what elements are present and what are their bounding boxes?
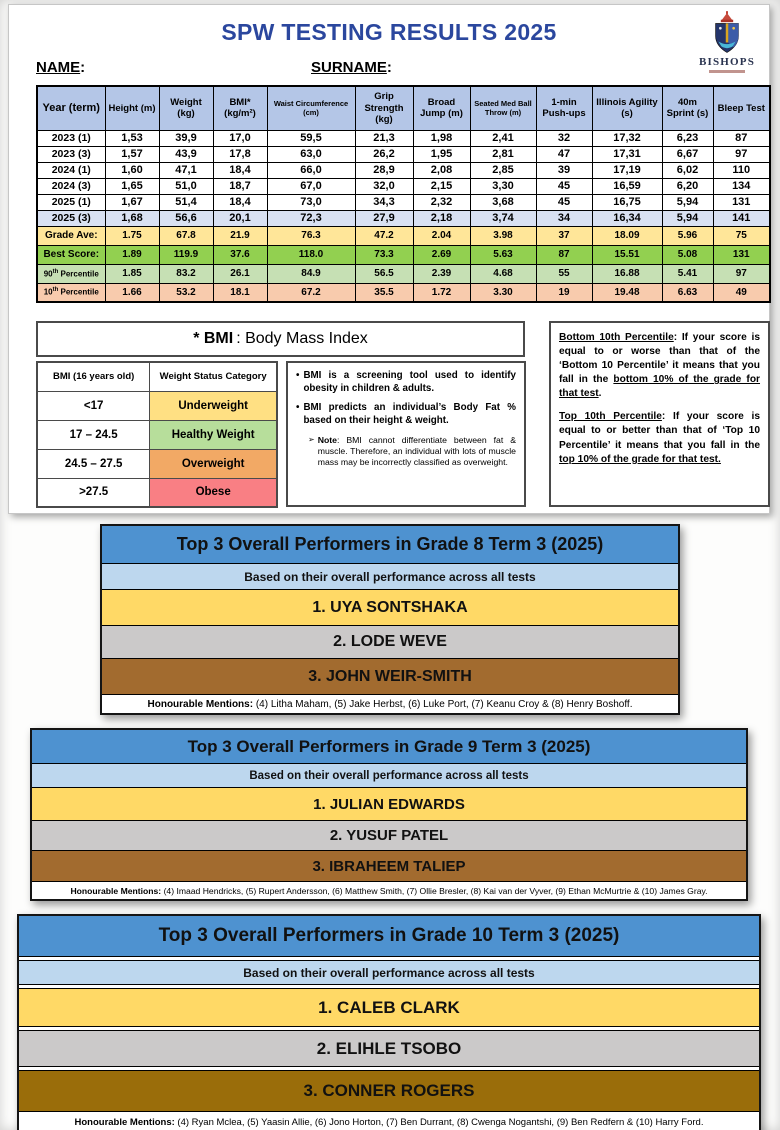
results-row: [37, 162, 770, 178]
second-place-bar: 2. LODE WEVE: [102, 626, 678, 659]
value-cell: 1.75: [105, 226, 159, 245]
results-row: [37, 210, 770, 226]
value-cell: 59,5: [267, 130, 355, 146]
value-cell: 45: [536, 194, 592, 210]
value-cell: 32,0: [355, 178, 413, 194]
value-cell: 43,9: [159, 146, 213, 162]
bmi-bullet-1: • BMI is a screening tool used to identify obesity in children & adults.: [296, 370, 516, 394]
honourable-mentions: [32, 882, 746, 899]
value-cell: 2,18: [413, 210, 470, 226]
results-row: [37, 130, 770, 146]
value-cell: 21,3: [355, 130, 413, 146]
value-cell: 17,8: [213, 146, 267, 162]
value-cell: 131: [713, 245, 770, 264]
percentile-info-box: [549, 321, 770, 507]
grade-subtitle-bar: Based on their overall performance across all tests: [32, 764, 746, 788]
value-cell: 1.72: [413, 283, 470, 302]
value-cell: 35.5: [355, 283, 413, 302]
value-cell: 141: [713, 210, 770, 226]
value-cell: 16.88: [592, 264, 662, 283]
value-cell: 1.89: [105, 245, 159, 264]
value-cell: 3.98: [470, 226, 536, 245]
value-cell: 1,57: [105, 146, 159, 162]
value-cell: 1.66: [105, 283, 159, 302]
note-arrow-icon: ➢: [308, 434, 315, 444]
value-cell: 76.3: [267, 226, 355, 245]
value-cell: 131: [713, 194, 770, 210]
summary-label: Grade Ave:: [37, 226, 105, 245]
honourable-mentions-label: Honourable Mentions:: [147, 698, 254, 710]
second-place-bar: 2. ELIHLE TSOBO: [19, 1030, 759, 1067]
value-cell: 83.2: [159, 264, 213, 283]
column-header: Weight (kg): [159, 86, 213, 130]
honourable-mentions-label: Honourable Mentions:: [70, 885, 162, 896]
column-header: BMI* (kg/m²): [213, 86, 267, 130]
value-cell: 17,31: [592, 146, 662, 162]
value-cell: 39: [536, 162, 592, 178]
value-cell: 4.68: [470, 264, 536, 283]
grade-title-bar: Top 3 Overall Performers in Grade 9 Term 3 (2025): [32, 730, 746, 764]
bmi-col2-header: Weight Status Category: [150, 362, 277, 391]
value-cell: 18,4: [213, 162, 267, 178]
value-cell: 16,59: [592, 178, 662, 194]
value-cell: 3.30: [470, 283, 536, 302]
value-cell: 26.1: [213, 264, 267, 283]
value-cell: 17,19: [592, 162, 662, 178]
value-cell: 18,4: [213, 194, 267, 210]
honourable-mentions: [19, 1112, 759, 1130]
value-cell: 39,9: [159, 130, 213, 146]
grade-subtitle-bar: Based on their overall performance across all tests: [19, 960, 759, 985]
value-cell: 34: [536, 210, 592, 226]
bullet-icon: •: [296, 402, 300, 414]
value-cell: 1,68: [105, 210, 159, 226]
bishops-logo: [695, 11, 759, 73]
bmi-category-cell: Underweight: [150, 391, 277, 420]
grade-top3-box: [100, 524, 680, 715]
value-cell: 119.9: [159, 245, 213, 264]
value-cell: 3,68: [470, 194, 536, 210]
value-cell: 34,3: [355, 194, 413, 210]
value-cell: 66,0: [267, 162, 355, 178]
bishops-crest-icon: [708, 11, 746, 55]
column-header: Grip Strength (kg): [355, 86, 413, 130]
value-cell: 73.3: [355, 245, 413, 264]
value-cell: 6.63: [662, 283, 713, 302]
value-cell: 18.1: [213, 283, 267, 302]
value-cell: 5.96: [662, 226, 713, 245]
bullet-icon: •: [296, 370, 300, 381]
value-cell: 16,75: [592, 194, 662, 210]
year-cell: 2025 (1): [37, 194, 105, 210]
grade-subtitle-bar: Based on their overall performance across all tests: [102, 564, 678, 590]
value-cell: 17,0: [213, 130, 267, 146]
value-cell: 51,4: [159, 194, 213, 210]
first-place-bar: 1. CALEB CLARK: [19, 988, 759, 1027]
summary-label: 90th Percentile: [37, 264, 105, 283]
first-place-bar: 1. UYA SONTSHAKA: [102, 590, 678, 626]
bmi-row: [37, 420, 277, 449]
bmi-note-label: Note: [317, 434, 338, 445]
name-label: NAME:: [36, 59, 86, 76]
third-place-bar: 3. JOHN WEIR-SMITH: [102, 659, 678, 695]
value-cell: 67.8: [159, 226, 213, 245]
value-cell: 2.39: [413, 264, 470, 283]
column-header: Bleep Test: [713, 86, 770, 130]
value-cell: 45: [536, 178, 592, 194]
bmi-bullet-2: • BMI predicts an individual’s Body Fat % based on their height & weight.: [296, 402, 516, 427]
value-cell: 73,0: [267, 194, 355, 210]
results-row: [37, 194, 770, 210]
value-cell: 19: [536, 283, 592, 302]
value-cell: 26,2: [355, 146, 413, 162]
value-cell: 20,1: [213, 210, 267, 226]
value-cell: 1,60: [105, 162, 159, 178]
value-cell: 84.9: [267, 264, 355, 283]
honourable-mentions-text: (4) Imaad Hendricks, (5) Rupert Andersson, (6) Matthew Smith, (7) Ollie Bresler, (8) Kai van der Vyver, (9) Ethan McMurtrie & (10) James Gray.: [163, 885, 708, 896]
value-cell: 53.2: [159, 283, 213, 302]
value-cell: 1,98: [413, 130, 470, 146]
column-header: Height (m): [105, 86, 159, 130]
value-cell: 47: [536, 146, 592, 162]
top-percentile-paragraph: Top 10th Percentile: If your score is equal to or better than that of ‘Top 10 Percentile’ it means that you fall in the top 10% of the grade for that test.: [559, 411, 761, 465]
value-cell: 2,41: [470, 130, 536, 146]
year-cell: 2025 (3): [37, 210, 105, 226]
column-header: Seated Med Ball Throw (m): [470, 86, 536, 130]
value-cell: 55: [536, 264, 592, 283]
value-cell: 3,30: [470, 178, 536, 194]
results-row: [37, 146, 770, 162]
value-cell: 67,0: [267, 178, 355, 194]
value-cell: 6,02: [662, 162, 713, 178]
summary-row: [37, 245, 770, 264]
grade-top3-box: [30, 728, 748, 901]
results-table: [36, 85, 771, 303]
value-cell: 21.9: [213, 226, 267, 245]
bmi-range-cell: 17 – 24.5: [37, 420, 150, 449]
results-row: [37, 178, 770, 194]
bmi-col1-header: BMI (16 years old): [37, 362, 150, 391]
value-cell: 1,53: [105, 130, 159, 146]
results-table-body: [37, 130, 770, 302]
value-cell: 3,74: [470, 210, 536, 226]
bmi-section-title: [36, 321, 525, 357]
bishops-wordmark: BISHOPS: [698, 56, 756, 68]
bmi-title-bold: * BMI: [193, 330, 234, 347]
results-sheet: [8, 4, 770, 514]
value-cell: 97: [713, 264, 770, 283]
value-cell: 49: [713, 283, 770, 302]
value-cell: 37.6: [213, 245, 267, 264]
value-cell: 2,32: [413, 194, 470, 210]
year-cell: 2024 (1): [37, 162, 105, 178]
second-place-bar: 2. YUSUF PATEL: [32, 821, 746, 851]
column-header: 1-min Push-ups: [536, 86, 592, 130]
value-cell: 5.08: [662, 245, 713, 264]
value-cell: 87: [536, 245, 592, 264]
value-cell: 15.51: [592, 245, 662, 264]
value-cell: 28,9: [355, 162, 413, 178]
value-cell: 67.2: [267, 283, 355, 302]
value-cell: 27,9: [355, 210, 413, 226]
value-cell: 1,65: [105, 178, 159, 194]
bottom-percentile-paragraph: Bottom 10th Percentile: If your score is equal to or worse than that of the ‘Bottom 10 Percentile’ it means that you fall in the bottom 10% of the grade for that test.: [559, 332, 761, 400]
column-header: Illinois Agility (s): [592, 86, 662, 130]
value-cell: 1.85: [105, 264, 159, 283]
value-cell: 1,67: [105, 194, 159, 210]
value-cell: 51,0: [159, 178, 213, 194]
bmi-category-cell: Overweight: [150, 449, 277, 478]
column-header: Waist Circumference (cm): [267, 86, 355, 130]
year-cell: 2023 (1): [37, 130, 105, 146]
value-cell: 32: [536, 130, 592, 146]
value-cell: 18,7: [213, 178, 267, 194]
summary-row: [37, 264, 770, 283]
value-cell: 6,20: [662, 178, 713, 194]
value-cell: 2,85: [470, 162, 536, 178]
value-cell: 5.63: [470, 245, 536, 264]
bmi-range-cell: >27.5: [37, 478, 150, 507]
logo-subtext-line: [709, 70, 745, 73]
bmi-category-cell: Obese: [150, 478, 277, 507]
bmi-table: [36, 361, 278, 508]
bmi-row: [37, 449, 277, 478]
value-cell: 16,34: [592, 210, 662, 226]
third-place-bar: 3. CONNER ROGERS: [19, 1070, 759, 1112]
value-cell: 63,0: [267, 146, 355, 162]
value-cell: 2,15: [413, 178, 470, 194]
column-header: 40m Sprint (s): [662, 86, 713, 130]
page-title: SPW TESTING RESULTS 2025: [221, 19, 557, 45]
honourable-mentions-text: (4) Ryan Mclea, (5) Yaasin Allie, (6) Jono Horton, (7) Ben Durrant, (8) Cwenga Nogantshi, (9) Ben Redfern & (10) Harry Ford.: [177, 1116, 704, 1128]
value-cell: 72,3: [267, 210, 355, 226]
value-cell: 5,94: [662, 210, 713, 226]
value-cell: 134: [713, 178, 770, 194]
grade-title-bar: Top 3 Overall Performers in Grade 10 Term 3 (2025): [19, 916, 759, 957]
grade-title-bar: Top 3 Overall Performers in Grade 8 Term 3 (2025): [102, 526, 678, 564]
honourable-mentions-text: (4) Litha Maham, (5) Jake Herbst, (6) Luke Port, (7) Keanu Croy & (8) Henry Boshoff.: [255, 698, 633, 710]
first-place-bar: 1. JULIAN EDWARDS: [32, 788, 746, 821]
bmi-category-cell: Healthy Weight: [150, 420, 277, 449]
bmi-info-box: [286, 361, 526, 507]
bmi-note-text: : BMI cannot differentiate between fat & muscle. Therefore, an individual with lots of muscle mass may be incorrectly classified as overweight.: [317, 434, 516, 467]
value-cell: 118.0: [267, 245, 355, 264]
year-cell: 2023 (3): [37, 146, 105, 162]
bmi-range-cell: <17: [37, 391, 150, 420]
summary-label: 10th Percentile: [37, 283, 105, 302]
value-cell: 1,95: [413, 146, 470, 162]
value-cell: 56.5: [355, 264, 413, 283]
column-header: Broad Jump (m): [413, 86, 470, 130]
value-cell: 87: [713, 130, 770, 146]
value-cell: 6,23: [662, 130, 713, 146]
column-header: Year (term): [37, 86, 105, 130]
summary-row: [37, 283, 770, 302]
third-place-bar: 3. IBRAHEEM TALIEP: [32, 851, 746, 882]
summary-row: [37, 226, 770, 245]
surname-label: SURNAME:: [311, 59, 392, 76]
value-cell: 2.69: [413, 245, 470, 264]
results-table-head-row: [37, 86, 770, 130]
bmi-range-cell: 24.5 – 27.5: [37, 449, 150, 478]
bmi-row: [37, 391, 277, 420]
value-cell: 2,81: [470, 146, 536, 162]
value-cell: 75: [713, 226, 770, 245]
value-cell: 2.04: [413, 226, 470, 245]
value-cell: 6,67: [662, 146, 713, 162]
summary-label: Best Score:: [37, 245, 105, 264]
honourable-mentions: [102, 695, 678, 713]
value-cell: 5.41: [662, 264, 713, 283]
honourable-mentions-label: Honourable Mentions:: [74, 1116, 175, 1128]
value-cell: 47,1: [159, 162, 213, 178]
value-cell: 110: [713, 162, 770, 178]
year-cell: 2024 (3): [37, 178, 105, 194]
bmi-table-body: [37, 391, 277, 507]
value-cell: 97: [713, 146, 770, 162]
value-cell: 18.09: [592, 226, 662, 245]
value-cell: 47.2: [355, 226, 413, 245]
bmi-note: [308, 435, 516, 468]
bmi-title-rest: : Body Mass Index: [236, 330, 368, 347]
grade-top3-box: [17, 914, 761, 1130]
value-cell: 5,94: [662, 194, 713, 210]
value-cell: 19.48: [592, 283, 662, 302]
value-cell: 37: [536, 226, 592, 245]
value-cell: 17,32: [592, 130, 662, 146]
bmi-table-head-row: [37, 362, 277, 391]
value-cell: 2,08: [413, 162, 470, 178]
value-cell: 56,6: [159, 210, 213, 226]
bmi-row: [37, 478, 277, 507]
